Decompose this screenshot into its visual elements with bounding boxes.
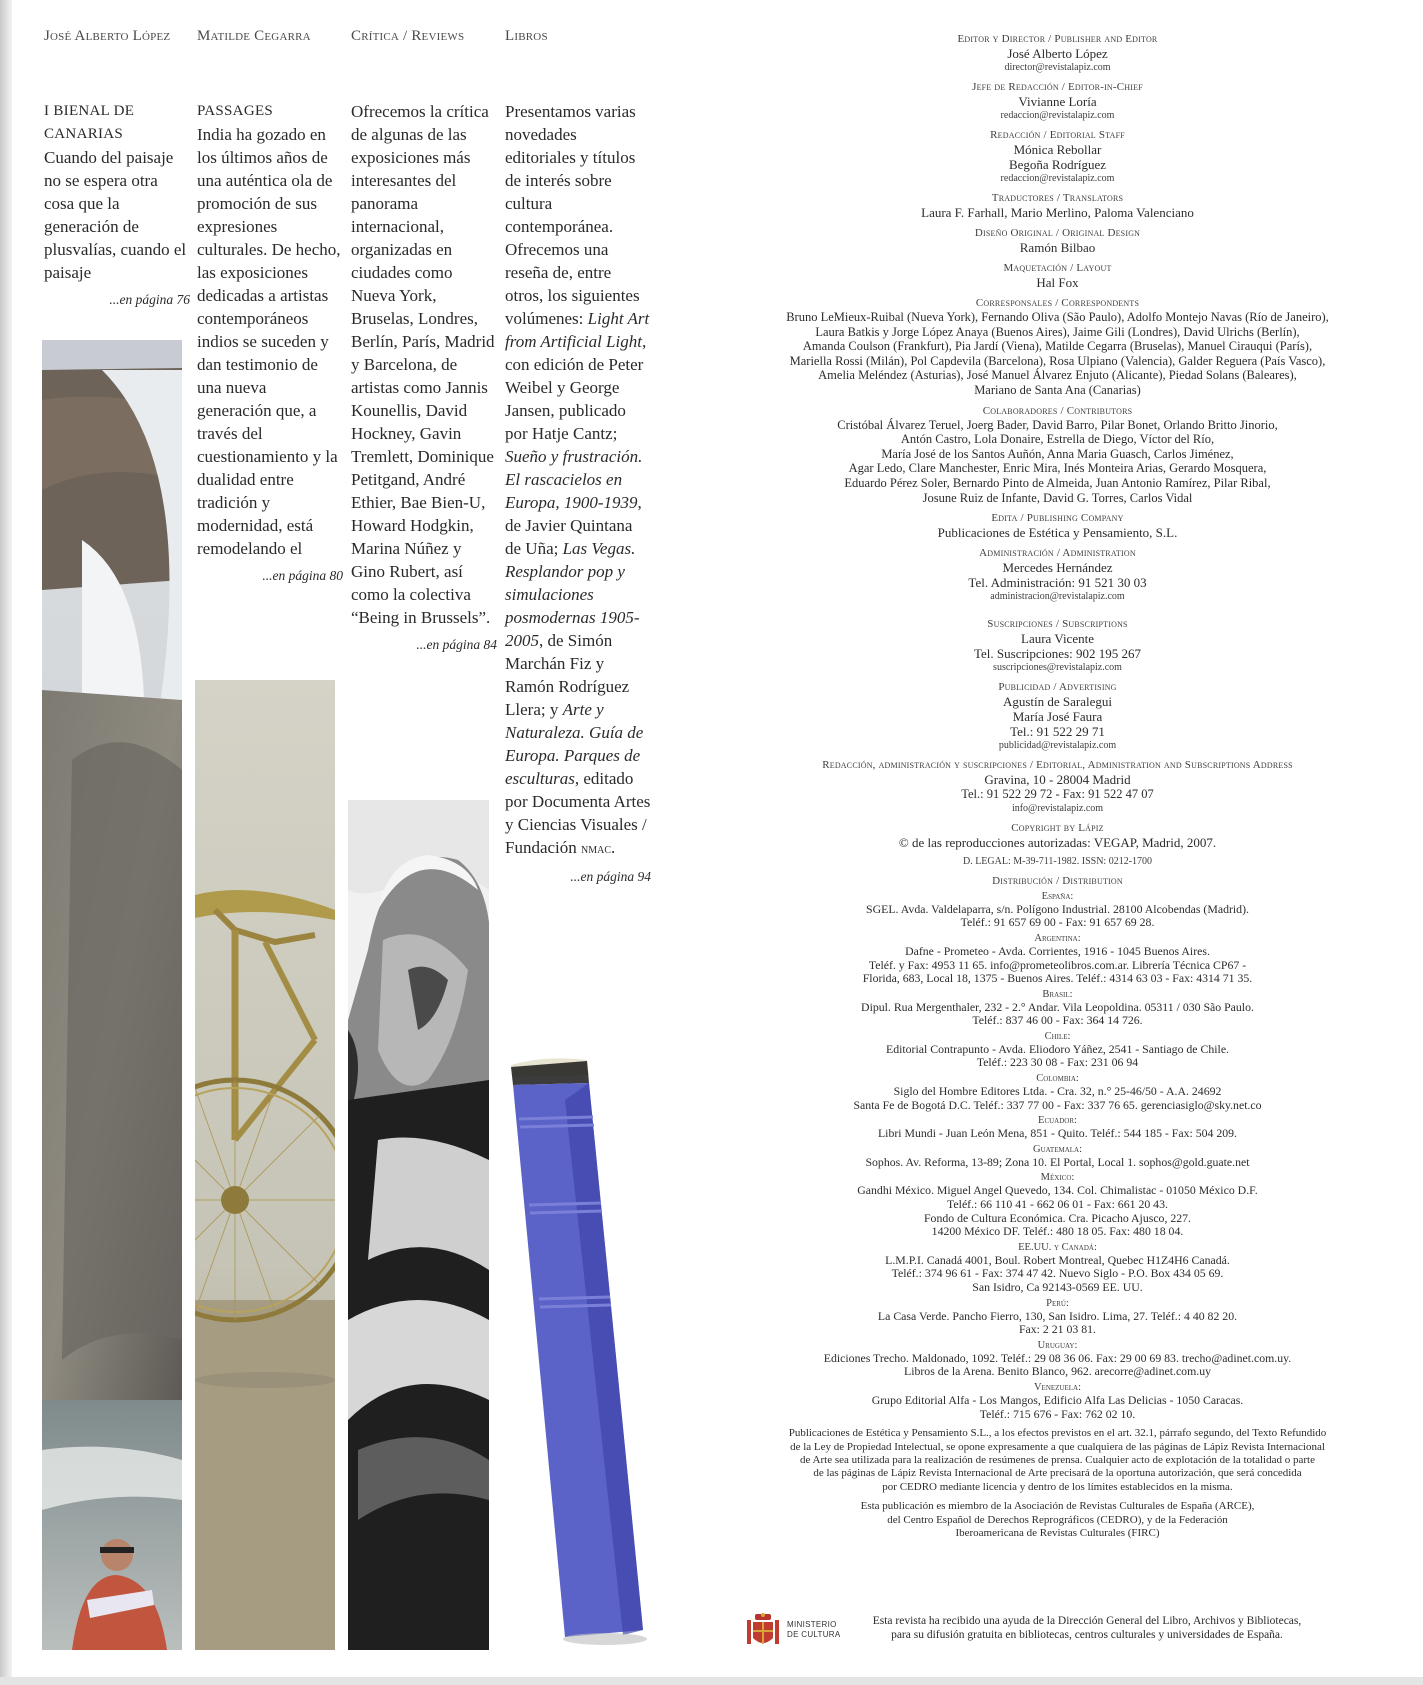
masthead-email: suscripciones@revistalapiz.com	[993, 662, 1122, 674]
masthead	[775, 26, 1340, 1540]
masthead-role: Suscripciones / Subscriptions	[987, 618, 1128, 631]
distribution-line: L.M.P.I. Canadá 4001, Boul. Robert Montreal, Quebec H1Z4H6 Canadá.	[885, 1252, 1230, 1267]
teaser-kicker: PASSAGES	[197, 103, 274, 119]
masthead-role: Traductores / Translators	[991, 192, 1124, 204]
masthead-name: José Alberto López	[1007, 46, 1108, 61]
masthead-email: info@revistalapiz.com	[1011, 802, 1104, 814]
distribution-line: Siglo del Hombre Editores Ltda. - Cra. 32, n.° 25-46/50 - A.A. 24692	[893, 1084, 1222, 1099]
book-title: Arte y Naturaleza. Guía de Europa. Parques de esculturas	[505, 700, 644, 788]
article-teaser-reviews	[351, 100, 497, 656]
distribution-line: Sophos. Av. Reforma, 13-89; Zona 10. El Portal, Local 1. sophos@gold.guate.net	[865, 1154, 1250, 1169]
correspondent-line: Amelia Meléndez (Asturias), José Manuel Álvarez Enjuto (Alicante), Piedad Solans (Baleares),	[818, 368, 1297, 383]
distribution-line: Ediciones Trecho. Maldonado, 1092. Teléf.: 29 08 36 06. Fax: 29 00 69 83. trecho@adinet.com.uy.	[823, 1350, 1292, 1365]
page-reference: ...en página 84	[416, 637, 497, 652]
masthead-email: redaccion@revistalapiz.com	[1000, 173, 1115, 184]
column-header-author-1: José Alberto López	[44, 28, 171, 44]
masthead-role: Administración / Administration	[979, 547, 1136, 560]
association-line: Iberoamericana de Revistas Culturales (FIRC)	[955, 1527, 1160, 1539]
contributor-line: María José de los Santos Auñón, Anna Maria Guasch, Carlos Jiménez,	[881, 446, 1234, 461]
contributor-line: Cristóbal Álvarez Teruel, Joerg Bader, David Barro, Pilar Bonet, Orlando Britto Jinorio,	[837, 417, 1278, 432]
distribution-country: Uruguay:	[1037, 1339, 1078, 1351]
correspondent-line: Amanda Coulson (Frankfurt), Pia Jardí (Viena), Matilde Cegarra (Bruselas), Manuel Cirauqui (París),	[802, 339, 1313, 354]
distribution-line: La Casa Verde. Pancho Fierro, 130, San Isidro. Lima, 27. Teléf.: 4 40 82 20.	[877, 1308, 1238, 1323]
contributor-line: Josune Ruiz de Infante, David G. Torres, Carlos Vidal	[922, 490, 1193, 505]
copyright-line: © de las reproducciones autorizadas: VEGAP, Madrid, 2007.	[898, 834, 1217, 850]
landscape-sculpture-photo	[42, 340, 182, 1650]
contributor-line: Antón Castro, Lola Donaire, Estrella de Diego, Víctor del Río,	[900, 432, 1215, 447]
masthead-role: Redacción, administración y suscripciones / Editorial, Administration and Subscriptions Address	[822, 759, 1293, 772]
masthead-name: Laura Vicente	[1021, 631, 1094, 647]
masthead-role: Corresponsales / Correspondents	[975, 297, 1140, 309]
legal-notice	[775, 1427, 1340, 1494]
book-photo	[505, 1055, 647, 1650]
distribution-country: México:	[1040, 1172, 1075, 1184]
teaser-body: Cuando del paisaje no se espera otra cosa que la generación de plusvalías, cuando el paisaje	[44, 148, 187, 282]
distribution-line: 14200 México DF. Teléf.: 480 18 05. Fax: 480 18 04.	[931, 1224, 1184, 1239]
masthead-email: redaccion@revistalapiz.com	[1000, 110, 1115, 121]
distribution-country: Argentina:	[1034, 932, 1081, 944]
article-teaser-bienal	[44, 100, 190, 311]
distribution-line: Florida, 683, Local 18, 1375 - Buenos Aires. Teléf.: 4314 63 03 - Fax: 4314 71 35.	[862, 971, 1253, 986]
distribution-line: Teléf.: 374 96 61 - Fax: 374 47 42. Nuevo Siglo - P.O. Box 434 05 69.	[891, 1266, 1224, 1281]
distribution-line: Teléf.: 715 676 - Fax: 762 02 10.	[979, 1406, 1136, 1421]
masthead-role: Diseño Original / Original Design	[974, 227, 1141, 239]
association-line: del Centro Español de Derechos Reprográficos (CEDRO), y de la Federación	[887, 1513, 1228, 1526]
page-reference: ...en página 76	[109, 292, 190, 307]
contributor-line: Agar Ledo, Clare Manchester, Enric Mira, Inés Monteira Arias, Gerardo Mosquera,	[848, 461, 1267, 476]
article-teaser-passages	[197, 100, 343, 587]
distribution-line: Teléf.: 91 657 69 00 - Fax: 91 657 69 28.	[960, 915, 1155, 930]
distribution-country: Venezuela:	[1033, 1381, 1082, 1393]
masthead-name: Agustín de Saralegui	[1002, 694, 1113, 710]
teaser-body-part: , con edición de Peter Weibel y George Jansen, publicado por Hatje Cantz;	[505, 332, 647, 443]
page-reference: ...en página 80	[262, 568, 343, 583]
distribution-line: Santa Fe de Bogotá D.C. Teléf.: 337 77 00 - Fax: 337 76 65. gerenciasiglo@sky.net.co	[853, 1097, 1262, 1112]
distribution-country: Ecuador:	[1038, 1115, 1077, 1127]
distribution-country: Brasil:	[1042, 988, 1073, 1000]
teaser-acronym: nmac	[581, 842, 612, 857]
distribution-line: Fax: 2 21 03 81.	[1018, 1322, 1096, 1337]
distribution-line: Teléf.: 837 46 00 - Fax: 364 14 726.	[972, 1013, 1143, 1028]
masthead-phone: Tel. Administración: 91 521 30 03	[968, 575, 1147, 591]
ministry-line: MINISTERIO	[787, 1620, 837, 1629]
masthead-role: Publicidad / Advertising	[998, 681, 1117, 694]
contributor-line: Eduardo Pérez Soler, Bernardo Pinto de Almeida, Juan Antonio Ramírez, Pilar Ribal,	[844, 475, 1271, 490]
masthead-name: Mónica Rebollar	[1013, 142, 1102, 157]
grant-note	[867, 1614, 1307, 1642]
distribution-line: Grupo Editorial Alfa - Los Mangos, Edificio Alfa Las Delicias - 1050 Caracas.	[871, 1392, 1244, 1407]
masthead-email: director@revistalapiz.com	[1004, 62, 1111, 73]
masthead-role: Distribución / Distribution	[992, 874, 1123, 887]
masthead-email: administracion@revistalapiz.com	[990, 591, 1125, 603]
masthead-role: Jefe de Redacción / Editor-in-Chief	[972, 81, 1143, 93]
book-title: Sueño y frustración. El rascacielos en Europa, 1900-1939	[505, 447, 643, 512]
legal-line: por CEDRO mediante licencia y dentro de los límites establecidos en la misma.	[882, 1480, 1233, 1493]
masthead-name: Vivianne Loría	[1018, 94, 1097, 109]
masthead-role: Editor y Director / Publisher and Editor	[957, 33, 1158, 45]
legal-deposit-line: D. LEGAL: M-39-711-1982. ISSN: 0212-1700	[962, 855, 1153, 867]
portrait-painting-photo	[348, 800, 489, 1650]
masthead-name: Laura F. Farhall, Mario Merlino, Paloma Valenciano	[921, 205, 1194, 220]
distribution-line: Dafne - Prometeo - Avda. Corrientes, 1916 - 1045 Buenos Aires.	[905, 943, 1210, 958]
teaser-body: India ha gozado en los últimos años de una auténtica ola de promoción de sus expresiones culturales. De hecho, las exposiciones dedicadas a artistas contemporáneos indios se suceden y dan testimonio de una nueva generación que, a través del cuestionamiento y la dualidad entre tradición y modernidad, está remodelando el	[197, 125, 341, 558]
masthead-role: Copyright by Lápiz	[1011, 821, 1104, 834]
column-header-reviews: Crítica / Reviews	[351, 28, 465, 44]
ministry-line: DE CULTURA	[787, 1629, 841, 1639]
royal-crest-icon	[745, 1612, 781, 1650]
distribution-line: Teléf.: 66 110 41 - 662 06 01 - Fax: 661 20 43.	[947, 1197, 1168, 1212]
association-line: Esta publicación es miembro de la Asociación de Revistas Culturales de España (ARCE),	[860, 1500, 1255, 1513]
correspondent-line: Mariano de Santa Ana (Canarias)	[974, 382, 1141, 397]
grant-note-line: para su difusión gratuita en bibliotecas, centros culturales y universidades de España.	[891, 1629, 1283, 1641]
column-header-books: Libros	[505, 28, 548, 44]
grant-note-line: Esta revista ha recibido una ayuda de la Dirección General del Libro, Archivos y Bibliotecas,	[872, 1615, 1302, 1627]
binding-spine	[0, 0, 12, 1685]
distribution-line: SGEL. Avda. Valdelaparra, s/n. Polígono Industrial. 28100 Alcobendas (Madrid).	[866, 901, 1249, 916]
masthead-phone: Tel.: 91 522 29 71	[1010, 724, 1105, 740]
distribution-country: España:	[1041, 890, 1074, 902]
distribution-line: Teléf.: 223 30 08 - Fax: 231 06 94	[976, 1055, 1139, 1070]
column-header-author-2: Matilde Cegarra	[197, 28, 311, 44]
book-title: Las Vegas. Resplandor pop y simulaciones posmodernas 1905-2005	[505, 539, 640, 650]
teaser-kicker: CANARIAS	[44, 126, 124, 142]
teaser-body-part: Presentamos varias novedades editoriales y títulos de interés sobre cultura contemporánea. Ofrecemos una reseña de, entre otros, los siguientes volúmenes:	[505, 102, 640, 328]
masthead-role: Colaboradores / Contributors	[982, 404, 1133, 417]
distribution-country: Chile:	[1044, 1030, 1071, 1042]
distribution-line: Gandhi México. Miguel Angel Quevedo, 134. Col. Chimalistac - 01050 México D.F.	[857, 1183, 1258, 1198]
distribution-line: Fondo de Cultura Económica. Cra. Picacho Ajusco, 227.	[923, 1210, 1192, 1225]
distribution-country: Perú:	[1046, 1297, 1069, 1309]
correspondent-line: Bruno LeMieux-Ruibal (Nueva York), Fernando Oliva (São Paulo), Adolfo Montejo Navas (Río de Janeiro),	[786, 310, 1329, 324]
legal-line: de Arte sea utilizada para la realización de resúmenes de prensa. Cualquier acto de explotación de la totalidad o parte	[800, 1453, 1315, 1466]
distribution-country: Guatemala:	[1033, 1143, 1082, 1155]
teaser-kicker: I BIENAL DE	[44, 103, 135, 119]
masthead-role: Redacción / Editorial Staff	[990, 129, 1125, 141]
distribution-country: EE.UU. y Canadá:	[1018, 1241, 1097, 1253]
masthead-role: Maquetación / Layout	[1003, 262, 1112, 274]
sponsor-footer	[745, 1612, 1345, 1654]
masthead-name: Mercedes Hernández	[1002, 560, 1113, 576]
teaser-body-part: , editado por Documenta Artes y Ciencias Visuales / Fundación	[505, 769, 651, 857]
masthead-email: publicidad@revistalapiz.com	[998, 740, 1117, 752]
masthead-name: Begoña Rodríguez	[1008, 157, 1107, 172]
teaser-body: Ofrecemos la crítica de algunas de las exposiciones más interesantes del panorama internacional, organizadas en ciudades como Nueva York, Bruselas, Londres, Berlín, París, Madrid y Barcelona, de artistas como Jannis Kounellis, David Hockney, Gavin Tremlett, Dominique Petitgand, André Ethier, Bae Bien-U, Howard Hodgkin, Marina Núñez y Gino Rubert, así como la colectiva “Being in Brussels”.	[351, 102, 495, 627]
masthead-phone: Tel.: 91 522 29 72 - Fax: 91 522 47 07	[961, 787, 1154, 802]
distribution-line: San Isidro, Ca 92143-0569 EE. UU.	[972, 1280, 1143, 1294]
article-teaser-books	[505, 100, 651, 888]
correspondent-line: Mariella Rossi (Milán), Pol Capdevila (Barcelona), Rosa Ulpiano (Valencia), Galder Reguera (País Vasco),	[789, 353, 1326, 368]
masthead-role: Edita / Publishing Company	[991, 512, 1124, 525]
distribution-list	[775, 890, 1340, 1421]
masthead-address: Gravina, 10 - 28004 Madrid	[984, 772, 1131, 788]
page-reference: ...en página 94	[570, 869, 651, 884]
distribution-line: Dipul. Rua Mergenthaler, 232 - 2.° Andar. Vila Leopoldina. 05311 / 030 São Paulo.	[861, 999, 1254, 1014]
legal-line: Publicaciones de Estética y Pensamiento S.L., a los efectos previstos en el art. 32.1, párrafo segundo, del Texto Refundido	[788, 1427, 1327, 1440]
distribution-line: Editorial Contrapunto - Avda. Eliodoro Yáñez, 2541 - Santiago de Chile.	[885, 1041, 1230, 1056]
distribution-line: Libros de la Arena. Benito Blanco, 962. arecorre@adinet.com.uy	[904, 1364, 1211, 1379]
distribution-country: Colombia:	[1036, 1073, 1079, 1085]
teaser-body-end: .	[611, 838, 616, 857]
masthead-name: Ramón Bilbao	[1019, 240, 1096, 255]
legal-line: de la Ley de Propiedad Intelectual, se opone expresamente a que cualquiera de las páginas de Lápiz Revista Internacional	[790, 1440, 1325, 1453]
page-bottom-edge	[0, 1677, 1423, 1685]
correspondent-line: Laura Batkis y Jorge López Anaya (Buenos Aires), Jaime Gili (Londres), David Ulrichs (Berlín),	[815, 324, 1300, 339]
distribution-line: Teléf. y Fax: 4953 11 65. info@prometeolibros.com.ar. Librería Técnica CP67 -	[868, 957, 1247, 972]
association-notice	[775, 1500, 1340, 1540]
masthead-name: Hal Fox	[1036, 275, 1079, 290]
teaser-body-part: , de Simón Marchán Fiz y Ramón Rodríguez Llera; y	[505, 631, 630, 719]
teaser-body-part: , de Javier Quintana de Uña;	[505, 493, 642, 558]
distribution-line: Libri Mundi - Juan León Mena, 851 - Quito. Teléf.: 544 185 - Fax: 504 209.	[877, 1126, 1238, 1141]
book-title: Light Art from Artificial Light	[505, 309, 650, 351]
publisher-name: Publicaciones de Estética y Pensamiento, S.L.	[937, 525, 1178, 541]
ministry-label	[787, 1620, 841, 1639]
masthead-phone: Tel. Suscripciones: 902 195 267	[974, 646, 1141, 662]
legal-line: de las páginas de Lápiz Revista Internacional de Arte precisará de la oportuna autorización, que será concedida	[813, 1467, 1302, 1480]
masthead-name: María José Faura	[1012, 709, 1103, 725]
bicycle-installation-photo	[195, 680, 335, 1650]
